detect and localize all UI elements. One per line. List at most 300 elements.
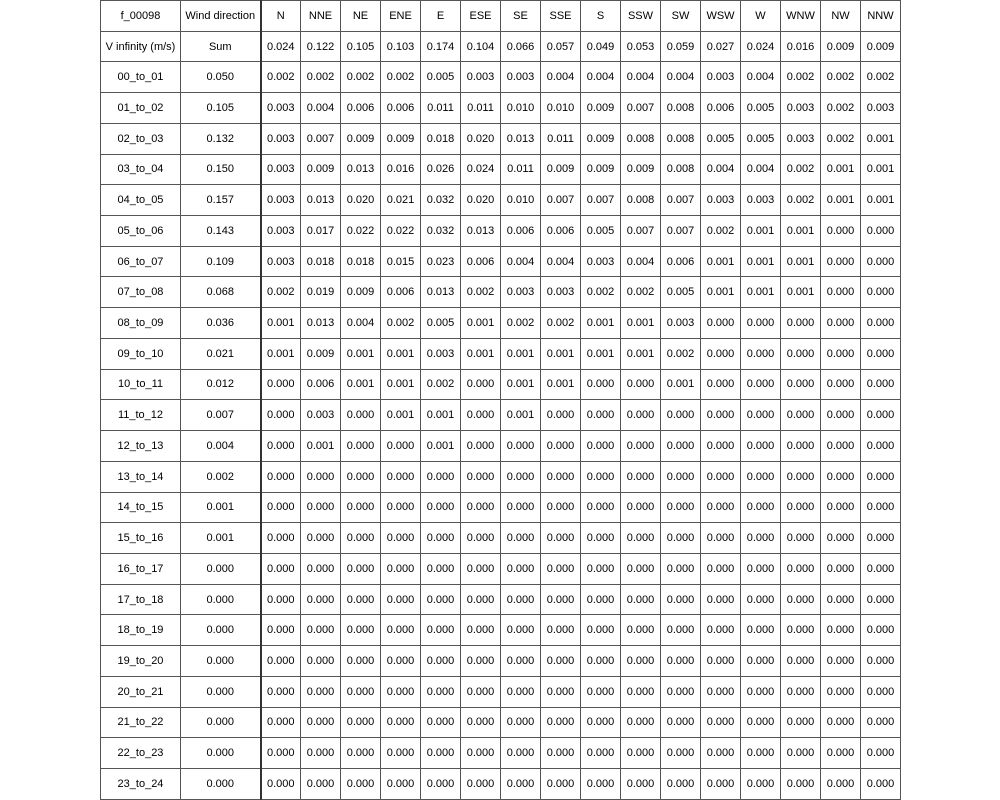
speed-bin-label: 13_to_14 <box>101 461 181 492</box>
value-cell: 0.001 <box>781 277 821 308</box>
value-cell: 0.013 <box>461 216 501 247</box>
value-cell: 0.002 <box>661 338 701 369</box>
value-cell: 0.000 <box>701 492 741 523</box>
speed-bin-label: 04_to_05 <box>101 185 181 216</box>
value-cell: 0.005 <box>421 308 461 339</box>
value-cell: 0.006 <box>661 246 701 277</box>
direction-sum-cell: 0.122 <box>301 31 341 62</box>
value-cell: 0.000 <box>661 768 701 799</box>
value-cell: 0.001 <box>581 338 621 369</box>
value-cell: 0.000 <box>581 461 621 492</box>
value-cell: 0.000 <box>381 707 421 738</box>
value-cell: 0.004 <box>541 246 581 277</box>
value-cell: 0.000 <box>701 308 741 339</box>
value-cell: 0.022 <box>341 216 381 247</box>
value-cell: 0.001 <box>621 308 661 339</box>
value-cell: 0.000 <box>821 431 861 462</box>
value-cell: 0.002 <box>421 369 461 400</box>
value-cell: 0.000 <box>541 431 581 462</box>
value-cell: 0.000 <box>781 707 821 738</box>
value-cell: 0.032 <box>421 216 461 247</box>
value-cell: 0.007 <box>661 216 701 247</box>
value-cell: 0.000 <box>741 338 781 369</box>
direction-header-nne: NNE <box>301 1 341 32</box>
value-cell: 0.000 <box>421 768 461 799</box>
value-cell: 0.000 <box>861 246 901 277</box>
speed-bin-label: 15_to_16 <box>101 523 181 554</box>
value-cell: 0.002 <box>261 62 301 93</box>
value-cell: 0.000 <box>861 216 901 247</box>
value-cell: 0.000 <box>581 676 621 707</box>
value-cell: 0.000 <box>541 646 581 677</box>
value-cell: 0.016 <box>381 154 421 185</box>
value-cell: 0.020 <box>461 123 501 154</box>
value-cell: 0.000 <box>661 584 701 615</box>
value-cell: 0.000 <box>781 676 821 707</box>
value-cell: 0.001 <box>861 154 901 185</box>
value-cell: 0.000 <box>341 615 381 646</box>
value-cell: 0.000 <box>701 584 741 615</box>
table-row <box>101 584 901 615</box>
value-cell: 0.001 <box>381 338 421 369</box>
value-cell: 0.000 <box>461 584 501 615</box>
value-cell: 0.000 <box>501 738 541 769</box>
value-cell: 0.000 <box>621 707 661 738</box>
table-row <box>101 738 901 769</box>
table-row <box>101 492 901 523</box>
value-cell: 0.000 <box>261 676 301 707</box>
value-cell: 0.000 <box>661 523 701 554</box>
value-cell: 0.000 <box>661 676 701 707</box>
value-cell: 0.000 <box>341 523 381 554</box>
value-cell: 0.004 <box>701 154 741 185</box>
value-cell: 0.010 <box>501 185 541 216</box>
value-cell: 0.003 <box>781 93 821 124</box>
speed-bin-label: 23_to_24 <box>101 768 181 799</box>
value-cell: 0.002 <box>861 62 901 93</box>
value-cell: 0.001 <box>261 338 301 369</box>
value-cell: 0.000 <box>341 492 381 523</box>
value-cell: 0.000 <box>501 461 541 492</box>
value-cell: 0.000 <box>821 369 861 400</box>
table-row <box>101 400 901 431</box>
value-cell: 0.000 <box>861 646 901 677</box>
value-cell: 0.001 <box>381 369 421 400</box>
value-cell: 0.001 <box>261 308 301 339</box>
value-cell: 0.000 <box>341 431 381 462</box>
value-cell: 0.000 <box>421 738 461 769</box>
direction-sum-cell: 0.027 <box>701 31 741 62</box>
table-row <box>101 338 901 369</box>
value-cell: 0.000 <box>661 646 701 677</box>
direction-sum-cell: 0.057 <box>541 31 581 62</box>
direction-header-se: SE <box>501 1 541 32</box>
value-cell: 0.000 <box>541 768 581 799</box>
value-cell: 0.000 <box>821 216 861 247</box>
value-cell: 0.009 <box>581 154 621 185</box>
value-cell: 0.002 <box>541 308 581 339</box>
value-cell: 0.000 <box>701 523 741 554</box>
value-cell: 0.000 <box>621 461 661 492</box>
value-cell: 0.000 <box>581 768 621 799</box>
value-cell: 0.003 <box>661 308 701 339</box>
value-cell: 0.008 <box>621 185 661 216</box>
value-cell: 0.003 <box>261 216 301 247</box>
value-cell: 0.000 <box>701 369 741 400</box>
direction-header-nnw: NNW <box>861 1 901 32</box>
value-cell: 0.001 <box>821 185 861 216</box>
row-sum-cell: 0.004 <box>181 431 261 462</box>
table-row <box>101 676 901 707</box>
value-cell: 0.000 <box>381 738 421 769</box>
value-cell: 0.000 <box>301 553 341 584</box>
value-cell: 0.005 <box>741 93 781 124</box>
value-cell: 0.002 <box>381 308 421 339</box>
table-row <box>101 431 901 462</box>
value-cell: 0.000 <box>621 615 661 646</box>
value-cell: 0.000 <box>821 584 861 615</box>
value-cell: 0.000 <box>821 246 861 277</box>
value-cell: 0.000 <box>821 646 861 677</box>
value-cell: 0.020 <box>461 185 501 216</box>
value-cell: 0.004 <box>661 62 701 93</box>
direction-sum-cell: 0.104 <box>461 31 501 62</box>
value-cell: 0.002 <box>461 277 501 308</box>
value-cell: 0.000 <box>621 768 661 799</box>
row-sum-cell: 0.050 <box>181 62 261 93</box>
value-cell: 0.009 <box>301 338 341 369</box>
speed-bin-label: 21_to_22 <box>101 707 181 738</box>
value-cell: 0.000 <box>861 738 901 769</box>
value-cell: 0.000 <box>581 492 621 523</box>
value-cell: 0.000 <box>341 553 381 584</box>
direction-header-ene: ENE <box>381 1 421 32</box>
value-cell: 0.000 <box>821 461 861 492</box>
value-cell: 0.000 <box>581 553 621 584</box>
value-cell: 0.000 <box>741 553 781 584</box>
value-cell: 0.007 <box>621 216 661 247</box>
value-cell: 0.005 <box>421 62 461 93</box>
value-cell: 0.006 <box>341 93 381 124</box>
value-cell: 0.000 <box>621 523 661 554</box>
value-cell: 0.002 <box>261 277 301 308</box>
value-cell: 0.000 <box>741 768 781 799</box>
value-cell: 0.000 <box>381 553 421 584</box>
value-cell: 0.001 <box>541 369 581 400</box>
value-cell: 0.004 <box>301 93 341 124</box>
value-cell: 0.000 <box>261 738 301 769</box>
value-cell: 0.006 <box>461 246 501 277</box>
value-cell: 0.000 <box>701 676 741 707</box>
value-cell: 0.032 <box>421 185 461 216</box>
value-cell: 0.000 <box>661 400 701 431</box>
value-cell: 0.001 <box>501 400 541 431</box>
speed-bin-label: 17_to_18 <box>101 584 181 615</box>
direction-header-ne: NE <box>341 1 381 32</box>
value-cell: 0.000 <box>261 431 301 462</box>
value-cell: 0.000 <box>621 553 661 584</box>
value-cell: 0.003 <box>741 185 781 216</box>
value-cell: 0.003 <box>861 93 901 124</box>
value-cell: 0.003 <box>781 123 821 154</box>
value-cell: 0.000 <box>381 461 421 492</box>
value-cell: 0.000 <box>421 676 461 707</box>
value-cell: 0.000 <box>461 768 501 799</box>
value-cell: 0.000 <box>781 492 821 523</box>
speed-bin-label: 20_to_21 <box>101 676 181 707</box>
value-cell: 0.000 <box>541 615 581 646</box>
sum-row <box>101 31 901 62</box>
value-cell: 0.005 <box>741 123 781 154</box>
value-cell: 0.000 <box>541 738 581 769</box>
value-cell: 0.007 <box>541 185 581 216</box>
value-cell: 0.001 <box>741 277 781 308</box>
value-cell: 0.000 <box>581 431 621 462</box>
value-cell: 0.003 <box>261 93 301 124</box>
value-cell: 0.000 <box>781 615 821 646</box>
value-cell: 0.000 <box>821 400 861 431</box>
value-cell: 0.000 <box>421 523 461 554</box>
value-cell: 0.000 <box>421 553 461 584</box>
value-cell: 0.002 <box>501 308 541 339</box>
value-cell: 0.003 <box>461 62 501 93</box>
value-cell: 0.000 <box>541 492 581 523</box>
value-cell: 0.000 <box>781 338 821 369</box>
value-cell: 0.000 <box>821 492 861 523</box>
value-cell: 0.003 <box>701 185 741 216</box>
row-sum-cell: 0.007 <box>181 400 261 431</box>
value-cell: 0.008 <box>661 123 701 154</box>
value-cell: 0.000 <box>461 707 501 738</box>
value-cell: 0.000 <box>661 553 701 584</box>
value-cell: 0.000 <box>861 369 901 400</box>
row-sum-cell: 0.157 <box>181 185 261 216</box>
value-cell: 0.000 <box>581 400 621 431</box>
direction-sum-cell: 0.016 <box>781 31 821 62</box>
value-cell: 0.000 <box>381 768 421 799</box>
direction-header-sse: SSE <box>541 1 581 32</box>
value-cell: 0.000 <box>821 676 861 707</box>
value-cell: 0.000 <box>861 768 901 799</box>
value-cell: 0.018 <box>341 246 381 277</box>
value-cell: 0.000 <box>781 523 821 554</box>
speed-bin-label: 03_to_04 <box>101 154 181 185</box>
direction-header-wnw: WNW <box>781 1 821 32</box>
value-cell: 0.000 <box>501 676 541 707</box>
speed-bin-label: 10_to_11 <box>101 369 181 400</box>
value-cell: 0.001 <box>781 246 821 277</box>
value-cell: 0.004 <box>621 246 661 277</box>
value-cell: 0.000 <box>781 431 821 462</box>
value-cell: 0.000 <box>741 676 781 707</box>
value-cell: 0.000 <box>261 523 301 554</box>
value-cell: 0.000 <box>861 461 901 492</box>
table-row <box>101 553 901 584</box>
value-cell: 0.009 <box>381 123 421 154</box>
value-cell: 0.000 <box>741 738 781 769</box>
value-cell: 0.003 <box>421 338 461 369</box>
value-cell: 0.000 <box>501 553 541 584</box>
value-cell: 0.000 <box>661 707 701 738</box>
value-cell: 0.000 <box>741 615 781 646</box>
value-cell: 0.000 <box>741 646 781 677</box>
table-row <box>101 768 901 799</box>
value-cell: 0.000 <box>541 523 581 554</box>
direction-sum-cell: 0.105 <box>341 31 381 62</box>
value-cell: 0.002 <box>781 185 821 216</box>
value-cell: 0.000 <box>301 676 341 707</box>
value-cell: 0.002 <box>701 216 741 247</box>
speed-bin-label: 08_to_09 <box>101 308 181 339</box>
value-cell: 0.006 <box>541 216 581 247</box>
value-cell: 0.000 <box>261 553 301 584</box>
table-row <box>101 277 901 308</box>
value-cell: 0.000 <box>701 461 741 492</box>
value-cell: 0.000 <box>701 400 741 431</box>
value-cell: 0.000 <box>701 707 741 738</box>
value-cell: 0.000 <box>741 369 781 400</box>
value-cell: 0.008 <box>661 93 701 124</box>
direction-header-ese: ESE <box>461 1 501 32</box>
value-cell: 0.003 <box>541 277 581 308</box>
value-cell: 0.000 <box>741 461 781 492</box>
table-row <box>101 216 901 247</box>
value-cell: 0.005 <box>661 277 701 308</box>
value-cell: 0.000 <box>741 492 781 523</box>
speed-bin-label: 14_to_15 <box>101 492 181 523</box>
value-cell: 0.000 <box>861 400 901 431</box>
value-cell: 0.000 <box>501 492 541 523</box>
value-cell: 0.001 <box>301 431 341 462</box>
table-row <box>101 123 901 154</box>
value-cell: 0.000 <box>781 553 821 584</box>
value-cell: 0.001 <box>541 338 581 369</box>
value-cell: 0.000 <box>861 615 901 646</box>
row-sum-cell: 0.001 <box>181 492 261 523</box>
row-sum-cell: 0.109 <box>181 246 261 277</box>
value-cell: 0.001 <box>861 123 901 154</box>
value-cell: 0.000 <box>861 308 901 339</box>
value-cell: 0.000 <box>741 400 781 431</box>
value-cell: 0.001 <box>701 277 741 308</box>
value-cell: 0.000 <box>621 369 661 400</box>
value-cell: 0.003 <box>261 246 301 277</box>
value-cell: 0.000 <box>301 646 341 677</box>
value-cell: 0.015 <box>381 246 421 277</box>
value-cell: 0.000 <box>621 492 661 523</box>
value-cell: 0.002 <box>381 62 421 93</box>
value-cell: 0.000 <box>501 523 541 554</box>
value-cell: 0.011 <box>461 93 501 124</box>
value-cell: 0.000 <box>461 615 501 646</box>
value-cell: 0.000 <box>821 738 861 769</box>
value-cell: 0.007 <box>581 185 621 216</box>
row-sum-cell: 0.150 <box>181 154 261 185</box>
value-cell: 0.000 <box>301 707 341 738</box>
value-cell: 0.000 <box>701 615 741 646</box>
value-cell: 0.000 <box>301 461 341 492</box>
value-cell: 0.000 <box>861 584 901 615</box>
value-cell: 0.000 <box>341 400 381 431</box>
speed-bin-label: 18_to_19 <box>101 615 181 646</box>
value-cell: 0.000 <box>501 768 541 799</box>
value-cell: 0.009 <box>581 93 621 124</box>
value-cell: 0.000 <box>541 400 581 431</box>
value-cell: 0.007 <box>621 93 661 124</box>
speed-bin-label: 06_to_07 <box>101 246 181 277</box>
value-cell: 0.000 <box>821 338 861 369</box>
row-sum-cell: 0.001 <box>181 523 261 554</box>
table-row <box>101 308 901 339</box>
value-cell: 0.001 <box>701 246 741 277</box>
value-cell: 0.001 <box>461 308 501 339</box>
value-cell: 0.000 <box>741 584 781 615</box>
value-cell: 0.000 <box>861 492 901 523</box>
speed-bin-label: 16_to_17 <box>101 553 181 584</box>
table-row <box>101 707 901 738</box>
table-row <box>101 185 901 216</box>
header-row <box>101 1 901 32</box>
value-cell: 0.009 <box>541 154 581 185</box>
value-cell: 0.000 <box>581 646 621 677</box>
table-row <box>101 615 901 646</box>
table-row <box>101 461 901 492</box>
table-body <box>101 1 901 800</box>
value-cell: 0.002 <box>581 277 621 308</box>
value-cell: 0.000 <box>621 431 661 462</box>
value-cell: 0.001 <box>861 185 901 216</box>
value-cell: 0.000 <box>341 738 381 769</box>
value-cell: 0.000 <box>701 646 741 677</box>
value-cell: 0.000 <box>421 707 461 738</box>
table-row <box>101 246 901 277</box>
value-cell: 0.003 <box>261 123 301 154</box>
v-infinity-label: V infinity (m/s) <box>101 31 181 62</box>
value-cell: 0.000 <box>621 738 661 769</box>
row-sum-cell: 0.036 <box>181 308 261 339</box>
value-cell: 0.000 <box>781 400 821 431</box>
value-cell: 0.009 <box>341 123 381 154</box>
value-cell: 0.000 <box>341 676 381 707</box>
direction-sum-cell: 0.024 <box>741 31 781 62</box>
value-cell: 0.000 <box>701 768 741 799</box>
value-cell: 0.018 <box>421 123 461 154</box>
value-cell: 0.002 <box>821 93 861 124</box>
value-cell: 0.000 <box>661 431 701 462</box>
value-cell: 0.000 <box>661 738 701 769</box>
direction-sum-cell: 0.059 <box>661 31 701 62</box>
value-cell: 0.000 <box>821 768 861 799</box>
value-cell: 0.011 <box>541 123 581 154</box>
direction-sum-cell: 0.066 <box>501 31 541 62</box>
value-cell: 0.009 <box>621 154 661 185</box>
value-cell: 0.013 <box>301 308 341 339</box>
value-cell: 0.013 <box>421 277 461 308</box>
value-cell: 0.013 <box>301 185 341 216</box>
value-cell: 0.000 <box>461 369 501 400</box>
value-cell: 0.006 <box>701 93 741 124</box>
value-cell: 0.000 <box>381 492 421 523</box>
value-cell: 0.000 <box>301 768 341 799</box>
value-cell: 0.024 <box>461 154 501 185</box>
value-cell: 0.000 <box>621 400 661 431</box>
value-cell: 0.000 <box>381 584 421 615</box>
value-cell: 0.001 <box>781 216 821 247</box>
value-cell: 0.001 <box>741 246 781 277</box>
value-cell: 0.000 <box>301 615 341 646</box>
value-cell: 0.000 <box>461 646 501 677</box>
value-cell: 0.013 <box>341 154 381 185</box>
